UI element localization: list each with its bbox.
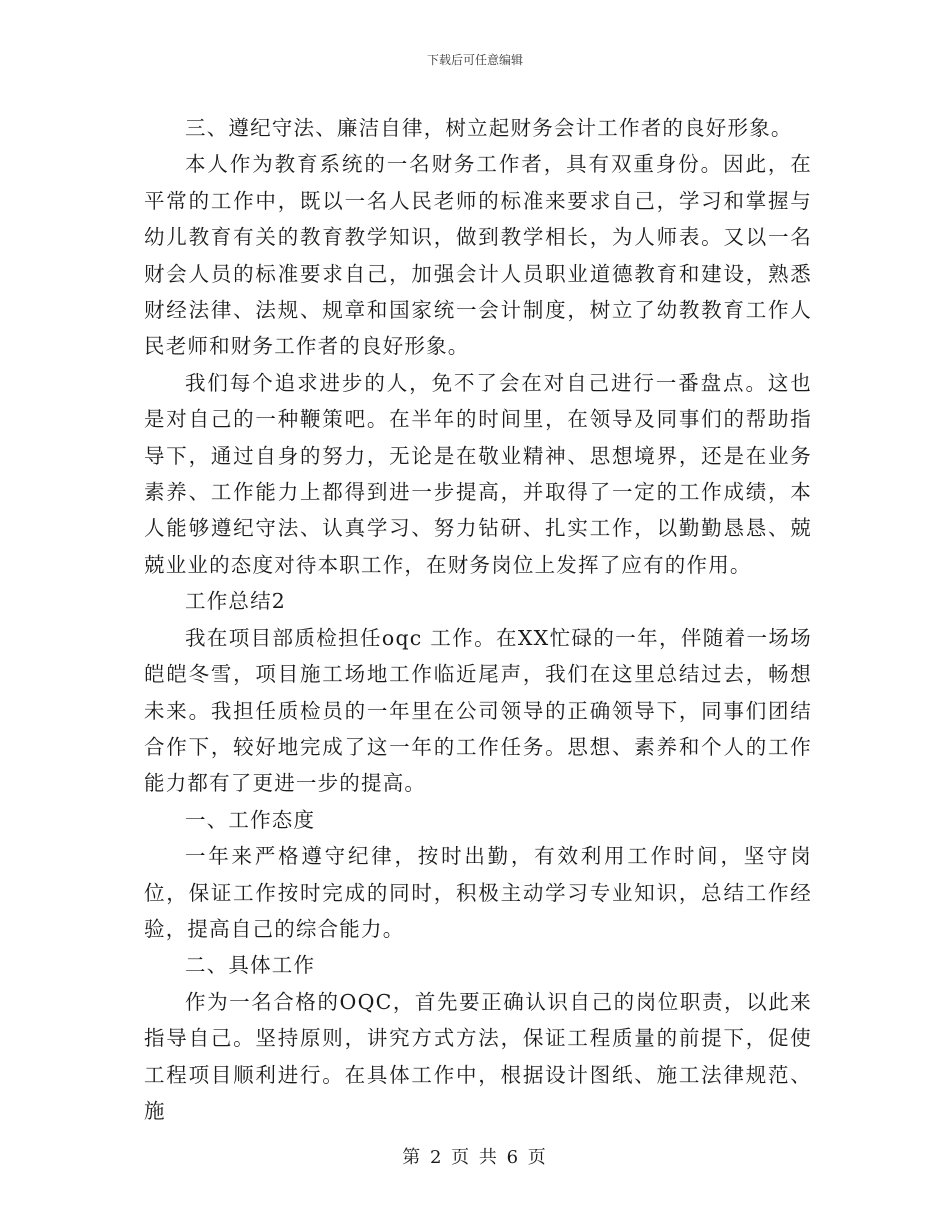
- paragraph-summary-two-title: 工作总结2: [185, 589, 287, 614]
- page-header-note: 下载后可任意编辑: [426, 53, 523, 67]
- paragraph-specific-work-heading: 二、具体工作: [185, 953, 316, 978]
- paragraph-section-three-heading: 三、遵纪守法、廉洁自律，树立起财务会计工作者的良好形象。: [185, 116, 793, 140]
- paragraph-specific-work: 作为一名合格的OQC，首先要正确认识自己的岗位职责，以此来指导自己。坚持原则，讲究方式方法，保证工程质量的前提下，促使工程项目顺利进行。在具体工作中，根据设计图纸、施工法律规范、施: [144, 989, 812, 1123]
- document-body: [144, 110, 812, 1129]
- paragraph-work-attitude-heading: 一、工作态度: [185, 807, 316, 832]
- paragraph-work-attitude: 一年来严格遵守纪律，按时出勤，有效利用工作时间，坚守岗位，保证工作按时完成的同时，积极主动学习专业知识，总结工作经验，提高自己的综合能力。: [144, 844, 812, 941]
- paragraph-dual-identity: 本人作为教育系统的一名财务工作者，具有双重身份。因此，在平常的工作中，既以一名人民老师的标准来要求自己，学习和掌握与幼儿教育有关的教育教学知识，做到教学相长，为人师表。又以一名财会人员的标准要求自己，加强会计人员职业道德教育和建设，熟悉财经法律、法规、规章和国家统一会计制度，树立了幼教教育工作人民老师和财务工作者的良好形象。: [144, 152, 812, 359]
- paragraph-self-review: 我们每个追求进步的人，免不了会在对自己进行一番盘点。这也是对自己的一种鞭策吧。在半年的时间里，在领导及同事们的帮助指导下，通过自身的努力，无论是在敬业精神、思想境界，还是在业务素养、工作能力上都得到进一步提高，并取得了一定的工作成绩，本人能够遵纪守法、认真学习、努力钻研、扎实工作，以勤勤恳恳、兢兢业业的态度对待本职工作，在财务岗位上发挥了应有的作用。: [144, 370, 812, 577]
- paragraph-oqc-intro: 我在项目部质检担任oqc 工作。在XX忙碌的一年，伴随着一场场皑皑冬雪，项目施工场地工作临近尾声，我们在这里总结过去，畅想未来。我担任质检员的一年里在公司领导的正确领导下，同事们团结合作下，较好地完成了这一年的工作任务。思想、素养和个人的工作能力都有了更进一步的提高。: [144, 625, 812, 796]
- page-number: 第 2 页 共 6 页: [402, 1147, 548, 1168]
